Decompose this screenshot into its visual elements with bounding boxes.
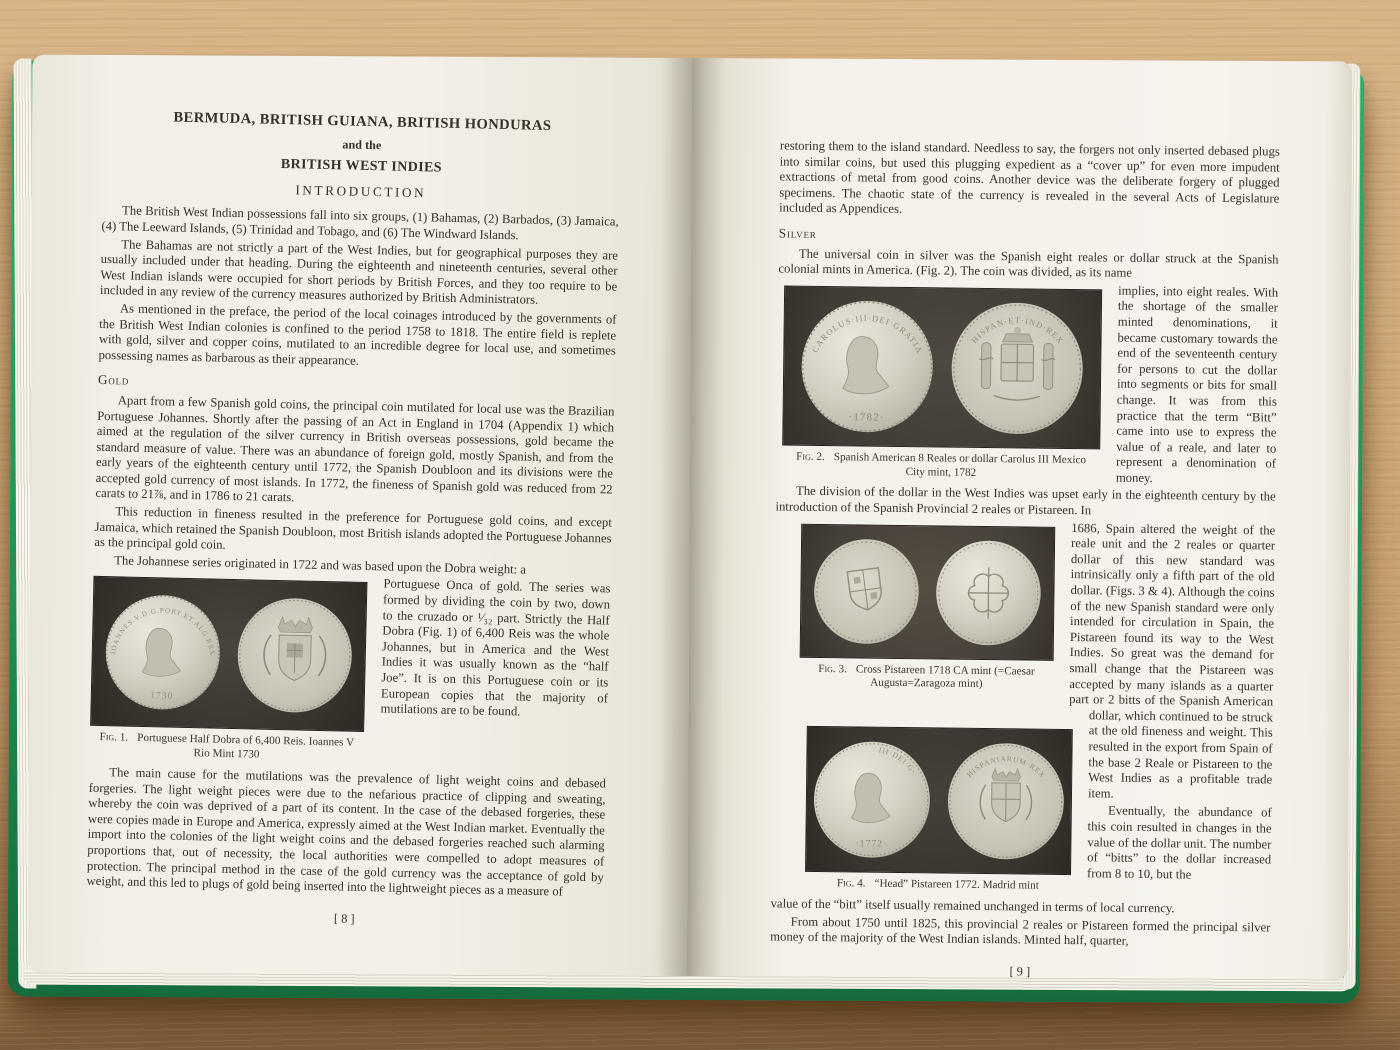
paragraph-1750-1825: From about 1750 until 1825, this provincial 2 reales or Pistareen formed the principal silver money of the majority of the West Indian islands. Minted half, quarter, <box>770 914 1271 949</box>
left-page-number: [ 8 ] <box>333 911 355 926</box>
paragraph-universal-coin-wrap: implies, into eight reales. With the shortage of the smaller minted denominations, it became customary towards the end of the seventeenth century for persons to cut the dollar into segments or bits for small change. It was from this practice that the term “Bitt” came into use to express the value of a reale, and later to represent a denomination of money. <box>1115 283 1279 485</box>
figure-2-photo <box>782 285 1102 449</box>
open-book <box>28 55 1353 980</box>
svg-text:IOANNES.V.D.G.PORT.ET.ALG.REX: IOANNES.V.D.G.PORT.ET.ALG.REX <box>109 607 217 658</box>
chapter-title-line1: BERMUDA, BRITISH GUIANA, BRITISH HONDURAS <box>173 109 552 135</box>
right-page-number: [ 9 ] <box>1009 964 1031 979</box>
fig2-reverse-pillars-coin-icon <box>947 298 1087 438</box>
figure-1-caption-line2: Rio Mint 1730 <box>193 747 260 761</box>
page-spread <box>28 55 1353 980</box>
paragraph-island-groups: The British West Indian possessions fall into six groups, (1) Bahamas, (2) Barbados, (3) Jamaica, (4) The Leeward Islands, (5) Trinidad and Tobago, and (6) The Windward Islands. <box>101 203 619 243</box>
figure-2-caption-line2: City mint, 1782 <box>905 465 977 479</box>
svg-text:·1782·: ·1782· <box>848 411 885 424</box>
figure-3-photo <box>800 523 1056 660</box>
left-page <box>28 55 693 976</box>
figure-3-label: Fig. 3. <box>818 662 848 675</box>
left-page-content <box>86 109 621 935</box>
figure-4-photo <box>805 726 1073 875</box>
paragraph-mutilation-causes: The main cause for the mutilations was the prevalence of light weight coins and debased forgeries. The light weight pieces were due to the nefarious practice of clipping and sweating, whereby the coin was deprived of a part of its content. In the case of the debased forgeries, these were copies made in Europe and America, expressly aimed at the West Indian market. Eventually the import into the colonies of the light weight coins and the debased forgeries reached such alarming proportions that, out of necessity, the local authorities were compelled to adopt measures of protection. The principal method in the case of the gold currency was the acceptance of gold by weight, and this led to plugs of gold being inserted into the lightweight pieces as a measure of <box>86 765 607 899</box>
figure1-text-wrap <box>89 570 610 776</box>
chapter-title-line3: BRITISH WEST INDIES <box>280 157 443 176</box>
chapter-title-line2: and the <box>342 136 382 152</box>
svg-text:·1772·: ·1772· <box>855 838 888 850</box>
right-page-content <box>770 138 1280 984</box>
paragraph-eventually-wrap: Eventually, the abundance of this coin resulted in changes in the value of the dollar unit. The number of “bitts” to the dollar increased from 8 to 10, but the <box>1086 803 1272 882</box>
fig4-reverse-crowned-shield-coin-icon <box>944 740 1067 863</box>
svg-text:HISPANIARUM·REX: HISPANIARUM·REX <box>964 754 1048 781</box>
fig1-obverse-portrait-coin-icon <box>101 591 224 714</box>
figure2-text-wrap <box>776 279 1278 490</box>
fig3-reverse-cross-coin-icon <box>933 537 1044 648</box>
silver-section-heading: Silver <box>778 225 817 241</box>
paragraph-bahamas: The Bahamas are not strictly a part of the West Indies, but for geographical purposes they are usually included under that heading. During the eighteenth and nineteenth centuries, several other West Indian islands were occupied for short periods by British Forces, and they too require to be included in any review of the currency measures authorized by British Administrators. <box>99 236 619 308</box>
paragraph-johannese-intro: The Johannese series originated in 1722 and was based upon the Dobra weight: a <box>114 553 527 577</box>
figure-1-photo <box>90 576 367 732</box>
figure3-4-text-wrap <box>771 517 1276 902</box>
paragraph-dollar-division-intro: The division of the dollar in the West Indies was upset early in the eighteenth century by the introduction of the Spanish Provincial 2 reales or Pistareen. In <box>775 484 1276 518</box>
figure-1 <box>89 576 367 765</box>
figure-4-caption <box>805 877 1071 894</box>
figure-3-caption-line1: Cross Pistareen 1718 CA mint (=Caesar <box>855 663 1035 678</box>
svg-text:HISPAN·ET·IND·REX: HISPAN·ET·IND·REX <box>969 315 1066 346</box>
figure-2-caption <box>782 450 1100 481</box>
svg-text:1730: 1730 <box>150 691 174 703</box>
paragraph-gold-coins: Apart from a few Spanish gold coins, the principal coin mutilated for local use was the Brazilian Portuguese Johannes. Shortly after the passing of an Act in England in 1704 (Appendix 1) which aimed at the regulation of the silver currency in British overseas possessions, gold became the standard measure of value. There was an abundance of foreign gold, mostly Spanish, and from the early years of the eighteenth century until 1772, the Spanish Doubloon and its divisions were the accepted gold currency of most islands. In 1772, the fineness of Spanish gold was reduced from 22 carats to 21⅞, and in 1786 to 21 carats. <box>95 393 615 505</box>
figure-1-caption-line1: Portuguese Half Dobra of 6,400 Reis. Ioannes V <box>137 732 355 750</box>
gold-section-heading: Gold <box>97 372 130 388</box>
figure-1-label: Fig. 1. <box>99 731 129 745</box>
paragraph-fineness-reduction: This reduction in fineness resulted in the preference for Portuguese gold coins, and except Jamaica, which retained the Spanish Doubloon, most British islands adopted the Portuguese Johannes as the principal gold coin. <box>94 504 613 553</box>
figure-1-caption <box>89 731 364 765</box>
figure-4-caption-line1: “Head” Pistareen 1772. Madrid mint <box>874 877 1039 892</box>
figure-4-label: Fig. 4. <box>836 877 866 890</box>
fig3-obverse-shield-coin-icon <box>811 536 922 647</box>
paragraph-restoring-standard: restoring them to the island standard. Needless to say, the forgers not only inserted debased plugs into similar coins, but used this plugging expedient as a “cover up” for even more impudent extractions of metal from good coins. Another device was the deliberate forgery of plugged specimens. The chaotic state of the currency is revealed in the several Acts of Legislature included as Appendices. <box>779 138 1280 217</box>
figure-4 <box>805 726 1073 894</box>
figure-2-caption-line1: Spanish American 8 Reales or dollar Carolus III Mexico <box>833 450 1087 466</box>
paragraph-pistareen-wrap: 1686, Spain altered the weight of the reale unit and the 2 reales or quarter dollar of this new standard was intrinsically only a fifth part of the old dollar. (Figs. 3 & 4). Although the coins of the new Spanish standard were only intended for circulation in Spain, the Pistareen found its way to the West Indies. So great was the demand for small change that the Pistareen was accepted by many islands as a quarter part or 2 bitts of the Spanish American dollar, which continued to be struck at the old fineness and weight. This resulted in the export from Spain of the base 2 Reale or Pistareen to the West Indies as a profitable trade item. <box>1069 520 1276 801</box>
introduction-heading: INTRODUCTION <box>295 182 427 201</box>
figure-3 <box>799 523 1055 693</box>
right-page <box>688 58 1353 979</box>
figure-3-caption <box>799 662 1053 693</box>
fig2-obverse-portrait-coin-icon <box>797 296 937 436</box>
paragraph-bitt-value: value of the “bitt” itself usually remained unchanged in terms of local currency. <box>770 896 1175 916</box>
figure-2-label: Fig. 2. <box>796 450 825 463</box>
paragraph-preface-period: As mentioned in the preface, the period of the local coinages introduced by the governments of the British West Indian colonies is confined to the period 1758 to 1818. The entire field is replete with gold, silver and copper coins, mutilated to an incredible degree for local use, and sometimes possessing names as barbarous as their appearance. <box>98 301 617 368</box>
fig1-reverse-arms-coin-icon <box>233 594 356 717</box>
svg-text:III·DEI·G·: III·DEI·G· <box>878 745 919 777</box>
figure-3-caption-line2: Augusta=Zaragoza mint) <box>870 677 983 691</box>
figure-2 <box>782 285 1102 481</box>
paragraph-johannese-wrap: Portuguese Onca of gold. The series was formed by dividing the coin by two, down to the cruzado or ¹⁄₃₂ part. Strictly the Half Dobra (Fig. 1) of 6,400 Reis was the whole Johannes, but in America and the West Indies it was usually known as the “half Joe”. It is on this Portuguese coin or its European copies that the majority of mutilations are to be found. <box>380 576 611 719</box>
paragraph-universal-coin-intro: The universal coin in silver was the Spanish eight reales or dollar struck at the Spanish colonial mints in America. (Fig. 2). The coin was divided, as its name <box>778 246 1279 280</box>
svg-text:CAROLUS·III·DEI·GRATIA: CAROLUS·III·DEI·GRATIA <box>809 312 926 356</box>
fig4-obverse-portrait-coin-icon <box>810 738 933 861</box>
